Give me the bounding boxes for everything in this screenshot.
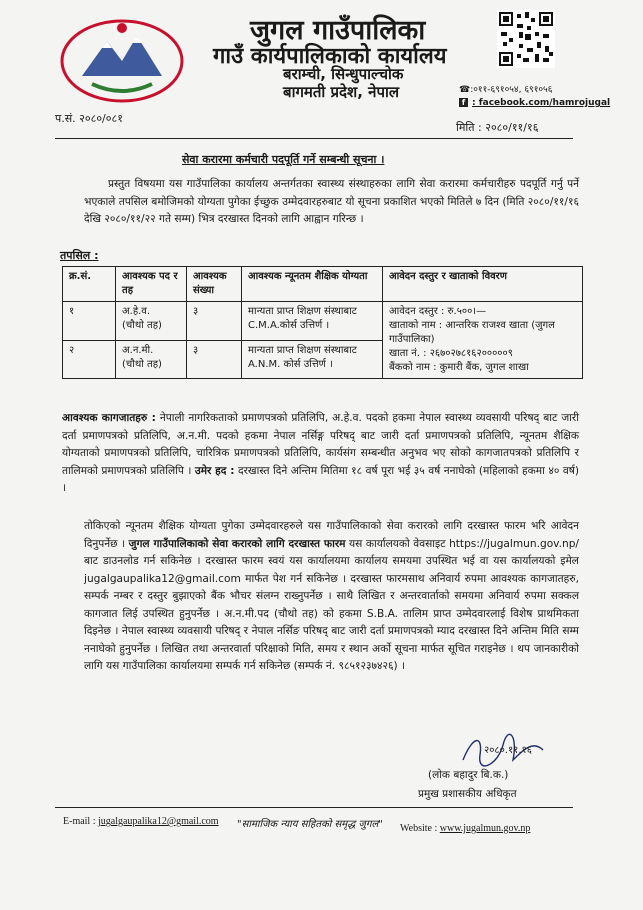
office-location: बराम्ची, सिन्धुपाल्चोक [283, 65, 404, 83]
instructions-text: यस कार्यालयको वेवसाइट [349, 537, 446, 550]
fee-amount: आवेदन दस्तुर : रु.५००।— [389, 306, 487, 317]
table-header: आवश्यक संख्या [187, 267, 242, 302]
nepal-emblem-logo [52, 16, 192, 106]
facebook-link[interactable] [459, 98, 610, 108]
notice-date: मिति : २०८०/११/१६ [456, 121, 539, 134]
footer-email-link[interactable]: jugalgaupalika12@gmail.com [98, 816, 219, 827]
post-level: (चौथो तह) [122, 320, 162, 331]
table-cell-sn: १ [63, 302, 116, 341]
footer-email-label: E-mail : [63, 816, 96, 827]
table-header: आवश्यक न्यूनतम शैक्षिक योग्यता [242, 267, 383, 302]
table-cell-qualification: मान्यता प्राप्त शिक्षण संस्थाबाट A.N.M. कोर्स उत्तिर्ण । [242, 340, 383, 379]
age-limit-text: दरखास्त दिने अन्तिम मितिमा १८ वर्ष पूरा भई ३५ वर्ष ननाघेको (महिलाको हकमा ४० वर्ष) । [62, 464, 579, 494]
footer-slogan: "सामाजिक न्याय सहितको समृद्ध जुगल" [237, 819, 383, 830]
signature-date: २०८०.११.१६ [484, 745, 532, 756]
tapsil-label: तपसिल : [60, 249, 99, 262]
signatory-name: (लोक बहादुर बि.क.) [428, 769, 509, 781]
bank-name: बैंकको नाम : कुमारी बैंक, जुगल शाखा [389, 362, 529, 373]
office-name: गाउँ कार्यपालिकाको कार्यालय [213, 44, 447, 69]
facebook-url: : facebook.com/hamrojugal [472, 98, 611, 108]
post-level: (चौथो तह) [122, 358, 162, 370]
footer-website-link[interactable]: www.jugalmun.gov.np [439, 823, 531, 834]
footer-website [400, 823, 530, 834]
instructions-text: बाट डाउनलोड गर्न सकिनेछ । दरखास्त फारम स्वयं यस कार्यालयमा कार्यालय समयमा उपस्थित भई वा यस कार्यालयको इमेल [84, 555, 579, 567]
website-link[interactable]: https://jugalmun.gov.np/ [449, 537, 579, 550]
instructions-text: तोकिएको न्यूनतम शैक्षिक योग्यता पुगेका उम्मेदवारहरुले यस गाउँपालिकाको सेवा करारको लागि दरखास्त फारम भरि आवेदन दिनुपर्नेछ । [84, 520, 579, 550]
application-instructions [84, 518, 579, 676]
table-cell-post [116, 302, 187, 341]
office-province: बागमती प्रदेश, नेपाल [283, 83, 400, 101]
documents-text: नेपाली नागरिकताको प्रमाणपत्रको प्रतिलिपि, अ.हे.व. पदको हकमा नेपाल स्वास्थ्य व्यवसायी परिषद् बाट जारी दर्ता प्रमाणपत्रको प्रतिलिपि, अ.न.मी. पदको हकमा नेपाल नर्सिङ्ग परिषद् बाट जारी दर्ता प्रमाणपत्रको प्रतिलिपि, न्यूनतम शैक्षिक योग्यताको प्रमाणपत्रको प्रतिलिपि, चारित्रिक प्रमाणपत्रको प्रतिलिपि, कार्यसंग सम्बन्धीत अनुभव भए सोको कागजातपत्रको प्रतिलिपि र तालिमको प्रमाणपत्रको प्रतिलिपि । [62, 412, 579, 477]
table-cell-count: ३ [187, 340, 242, 379]
table-row [63, 302, 583, 341]
qr-code-icon [497, 10, 555, 68]
post-name: अ.न.मी. [122, 344, 154, 356]
intro-paragraph: प्रस्तुत विषयमा यस गाउँपालिका कार्यालय अन्तर्गतका स्वास्थ्य संस्थाहरुका लागि सेवा करारमा कर्मचारीहरु पदपूर्ति गर्नु पर्ने भएकाले तपसिल बमोजिमको योग्यता पुगेका ईच्छुक उम्मेदवारहरुबाट यो सूचना प्रकाशित भएको मितिले ७ दिन (मिति २०८०/११/१६ देखि २०८०/११/२२ गते सम्म) भित्र दरखास्त दिनको लागि आह्वान गरिन्छ । [84, 178, 579, 225]
documents-label: आवश्यक कागजातहरु : [62, 412, 156, 424]
header-divider [55, 138, 573, 139]
table-cell-post [116, 340, 187, 379]
account-name: खाताको नाम : आन्तरिक राजश्व खाता (जुगल गाउँपालिका) [389, 320, 555, 345]
required-documents [62, 410, 579, 498]
footer-website-label: Website : [400, 823, 438, 834]
table-cell-qualification: मान्यता प्राप्त शिक्षण संस्थाबाट C.M.A.कोर्स उत्तिर्ण । [242, 302, 383, 341]
account-number: खाता नं. : २६७०२७८१६२०००००९ [389, 348, 513, 359]
table-header: क्र.सं. [63, 267, 116, 302]
facebook-icon: f [459, 98, 468, 107]
application-form-label: जुगल गाउँपालिकाको सेवा करारको लागि दरखास्त फारम [128, 537, 346, 550]
table-cell-count: ३ [187, 302, 242, 341]
table-header: आवश्यक पद र तह [116, 267, 187, 302]
reference-number: प.सं. २०८०/०८१ [55, 112, 123, 125]
table-cell-fee-details [383, 302, 583, 379]
footer-email [63, 816, 219, 827]
table-cell-sn: २ [63, 340, 116, 379]
email-link[interactable]: jugalgaupalika12@gmail.com [84, 572, 241, 585]
org-name: जुगल गाउँपालिका [250, 15, 426, 46]
post-name: अ.हे.व. [122, 306, 151, 317]
table-header-row [63, 267, 583, 302]
instructions-text: मार्फत पेश गर्न सकिनेछ । दरखास्त फारमसाथ अनिवार्य रुपमा आवश्यक कागजातहरु, सम्पर्क नम्बर र दस्तुर बुझाएको बैंक भौचर संलग्न राख्नुपर्नेछ । साथै लिखित र अन्तरवार्ताको समयमा अनिवार्य रुपमा सक्कल कागजात लिई उपस्थित हुनुपर्नेछ । अ.न.मी.पद (चौथो तह) को हकमा S.B.A. तालिम प्राप्त उम्मेदवारलाई विशेष प्राथमिकता दिइनेछ । नेपाल स्वास्थ्य व्यवसायी परिषद् र नेपाल नर्सिङ परिषद् बाट जारी दर्ता प्रमाणपत्रको म्याद दरखास्त दिने अन्तिम मिति सम्म ननाघेको हुनुपर्नेछ । लिखित तथा अन्तरवार्ता परिक्षाको मिति, समय र स्थान अर्को सूचना मार्फत सूचित गराइनेछ । थप जानकारीको लागि यस गाउँपालिका कार्यालयमा सम्पर्क गर्न सकिनेछ (सम्पर्क नं. ९८५१२३७४२६) । [84, 572, 580, 672]
age-limit-label: उमेर हद : [194, 464, 235, 477]
table-header: आवेदन दस्तुर र खाताको विवरण [383, 267, 583, 302]
notice-subject: सेवा करारमा कर्मचारी पदपूर्ति गर्ने सम्बन्धी सूचना । [182, 153, 385, 166]
phone-number: ☎:०११-६९१०५४, ६९१०५६ [459, 85, 553, 95]
signatory-role: प्रमुख प्रशासकीय अधिकृत [418, 788, 517, 800]
footer-divider [55, 807, 573, 808]
vacancy-table [62, 266, 583, 379]
